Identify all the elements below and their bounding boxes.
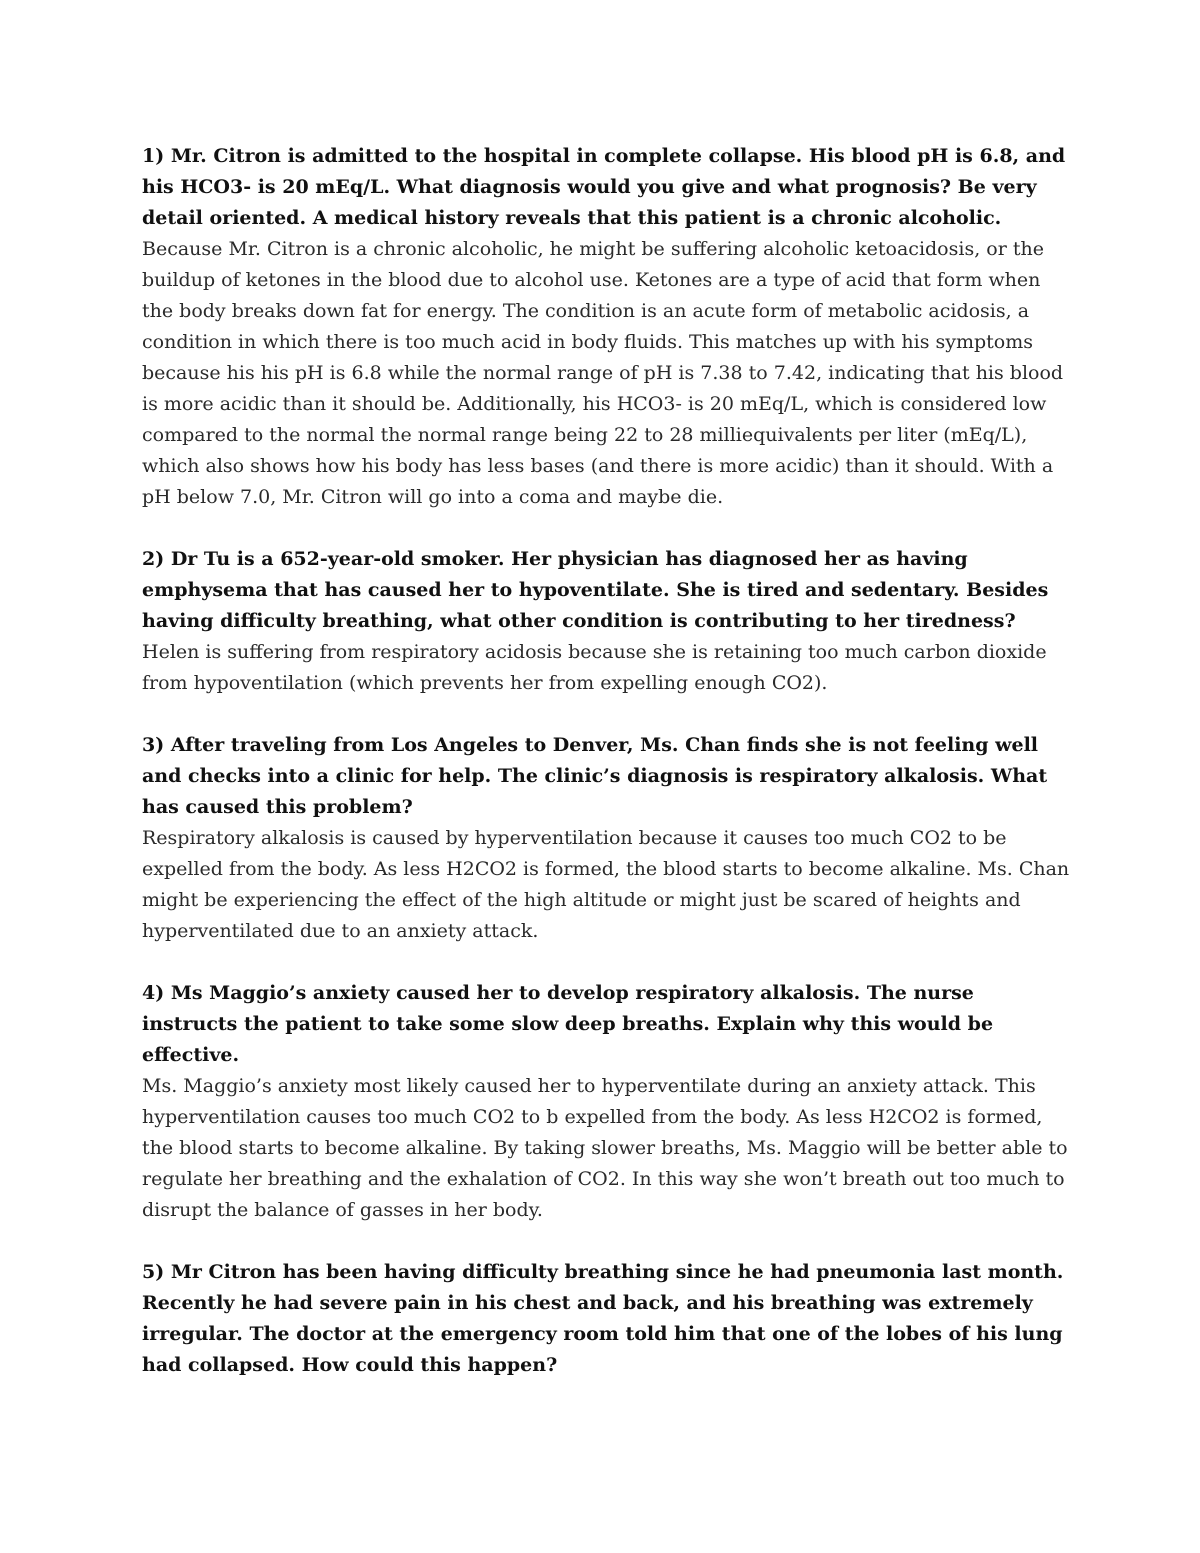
answer-1: Because Mr. Citron is a chronic alcoholic, he might be suffering alcoholic ketoacidosis, or the buildup of ketones in the blood due to alcohol use. Ketones are a type of acid that form when the body breaks down fat for energy. The condition is an acute form of metabolic acidosis, a condition in which there is too much acid in body fluids. This matches up with his symptoms because his his pH is 6.8 while the normal range of pH is 7.38 to 7.42, indicating that his blood is more acidic than it should be. Additionally, his HCO3- is 20 mEq/L, which is considered low compared to the normal the normal range being 22 to 28 milliequivalents per liter (mEq/L), which also shows how his body has less bases (and there is more acidic) than it should. With a pH below 7.0, Mr. Citron will go into a coma and maybe die. <box>142 238 1064 508</box>
question-1: 1) Mr. Citron is admitted to the hospital in complete collapse. His blood pH is 6.8, and his HCO3- is 20 mEq/L. What diagnosis would you give and what prognosis? Be very detail oriented. A medical history reveals that this patient is a chronic alcoholic. <box>142 145 1066 229</box>
answer-3: Respiratory alkalosis is caused by hyperventilation because it causes too much CO2 to be expelled from the body. As less H2CO2 is formed, the blood starts to become alkaline. Ms. Chan might be experiencing the effect of the high altitude or might just be scared of heights and hyperventilated due to an anxiety attack. <box>142 827 1070 942</box>
qa-item-5 <box>142 1257 1072 1381</box>
question-2: 2) Dr Tu is a 652-year-old smoker. Her physician has diagnosed her as having emphysema that has caused her to hypoventilate. She is tired and sedentary. Besides having difficulty breathing, what other condition is contributing to her tiredness? <box>142 548 1049 632</box>
answer-2: Helen is suffering from respiratory acidosis because she is retaining too much carbon dioxide from hypoventilation (which prevents her from expelling enough CO2). <box>142 641 1047 694</box>
qa-item-1 <box>142 141 1072 513</box>
qa-item-4 <box>142 978 1072 1226</box>
qa-item-2 <box>142 544 1072 699</box>
question-5: 5) Mr Citron has been having difficulty breathing since he had pneumonia last month. Recently he had severe pain in his chest and back, and his breathing was extremely irregular. The doctor at the emergency room told him that one of the lobes of his lung had collapsed. How could this happen? <box>142 1261 1064 1376</box>
answer-4: Ms. Maggio’s anxiety most likely caused her to hyperventilate during an anxiety attack. This hyperventilation causes too much CO2 to b expelled from the body. As less H2CO2 is formed, the blood starts to become alkaline. By taking slower breaths, Ms. Maggio will be better able to regulate her breathing and the exhalation of CO2. In this way she won’t breath out too much to disrupt the balance of gasses in her body. <box>142 1075 1068 1221</box>
qa-item-3 <box>142 730 1072 947</box>
document-body <box>142 141 1072 1412</box>
question-3: 3) After traveling from Los Angeles to Denver, Ms. Chan finds she is not feeling well and checks into a clinic for help. The clinic’s diagnosis is respiratory alkalosis. What has caused this problem? <box>142 734 1048 818</box>
question-4: 4) Ms Maggio’s anxiety caused her to develop respiratory alkalosis. The nurse instructs the patient to take some slow deep breaths. Explain why this would be effective. <box>142 982 994 1066</box>
